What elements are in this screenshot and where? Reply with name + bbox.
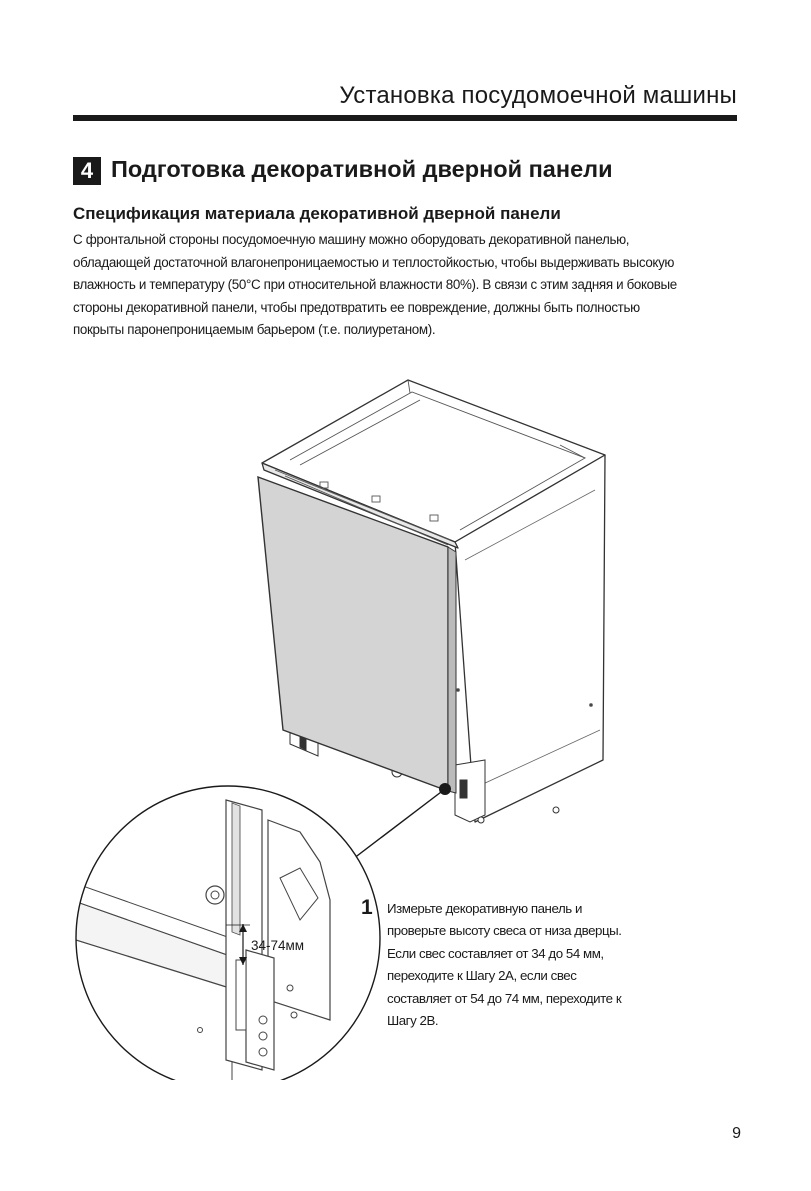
step-line: составляет от 54 до 74 мм, переходите к	[387, 990, 622, 1006]
page-header-title: Установка посудомоечной машины	[339, 82, 737, 109]
spec-line: стороны декоративной панели, чтобы предотвратить ее повреждение, должны быть полностью	[73, 299, 640, 315]
magnified-detail	[60, 780, 400, 1080]
spec-heading: Спецификация материала декоративной дверной панели	[73, 204, 561, 223]
header-rule	[73, 115, 737, 121]
panel-edge	[448, 547, 456, 793]
spec-line: покрыты паронепроницаемым барьером (т.е. полиуретаном).	[73, 322, 436, 338]
spec-line: обладающей достаточной влагонепроницаемостью и теплостойкостью, чтобы выдерживать высокую	[73, 254, 675, 270]
step-number: 1	[361, 896, 373, 919]
spec-line: влажность и температуру (50°С при относительной влажности 80%). В связи с этим задняя и боковые	[73, 277, 677, 293]
section-title: Подготовка декоративной дверной панели	[111, 156, 613, 182]
step-line: переходите к Шагу 2А, если свес	[387, 968, 577, 984]
spec-paragraph	[73, 229, 743, 342]
spec-line: С фронтальной стороны посудомоечную машину можно оборудовать декоративной панелью,	[73, 232, 630, 247]
step-line: Если свес составляет от 34 до 54 мм,	[387, 945, 604, 961]
step-instructions	[387, 898, 657, 1032]
page-number: 9	[732, 1125, 741, 1142]
step-line: Шагу 2В.	[387, 1013, 439, 1029]
step-line: проверьте высоту свеса от низа дверцы.	[387, 923, 622, 939]
step-line: Измерьте декоративную панель и	[387, 901, 582, 916]
section-number-badge: 4	[73, 157, 101, 185]
dimension-label: 34-74мм	[251, 938, 305, 953]
